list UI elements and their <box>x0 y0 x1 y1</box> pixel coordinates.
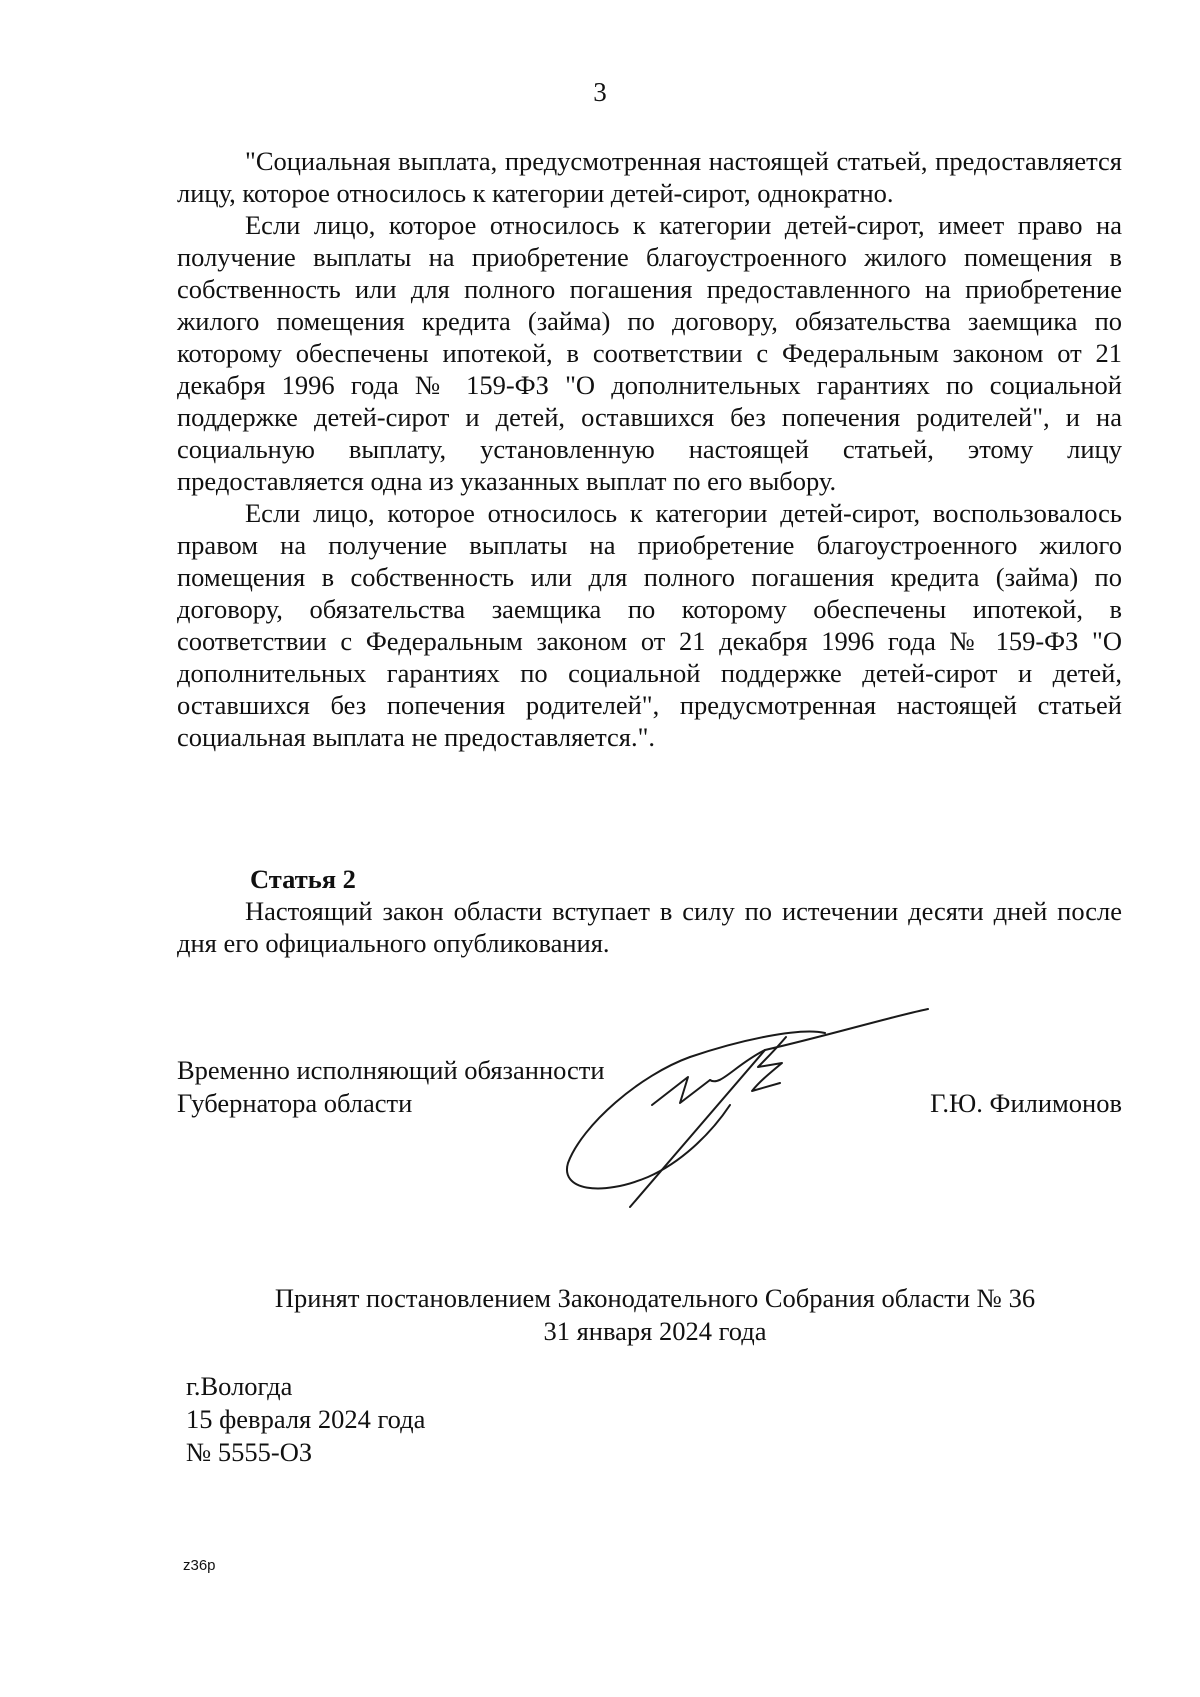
signing-date: 15 февраля 2024 года <box>186 1404 426 1434</box>
city: г.Вологда <box>186 1371 293 1401</box>
footer-code: z36p <box>183 1557 216 1574</box>
page-number: 3 <box>593 77 607 107</box>
signer-position-line-1: Временно исполняющий обязанности <box>177 1055 605 1085</box>
article-2-text <box>177 895 1122 959</box>
adoption-note <box>0 1282 1200 1348</box>
paragraph-entry-into-force: Настоящий закон области вступает в силу по истечении десяти дней после дня его официального опубликования. <box>177 896 1122 958</box>
signer-position <box>177 1054 605 1120</box>
paragraph-payment-not-provided: Если лицо, которое относилось к категории детей-сирот, воспользовалось правом на получение выплаты на приобретение благоустроенного жилого помещения в собственность или для полного погашения кредита (займа) по договору, обязательства заемщика по которому обеспечены ипотекой, в соответствии с Федеральным законом от 21 декабря 1996 года № 159-ФЗ "О дополнительных гарантиях по социальной поддержке детей-сирот и детей, оставшихся без попечения родителей", предусмотренная настоящей статьей социальная выплата не предоставляется.". <box>177 498 1122 752</box>
law-number: № 5555-ОЗ <box>186 1437 313 1467</box>
article-2-heading: Статья 2 <box>250 864 356 894</box>
adoption-resolution: Принят постановлением Законодательного Собрания области № 36 <box>274 1283 1036 1313</box>
signer-position-line-2: Губернатора области <box>177 1088 413 1118</box>
paragraph-payment-choice: Если лицо, которое относилось к категории детей-сирот, имеет право на получение выплаты на приобретение благоустроенного жилого помещения в собственность или для полного погашения предоставленного на приобретение жилого помещения кредита (займа) по договору, обязательства заемщика по которому обеспечены ипотекой, в соответствии с Федеральным законом от 21 декабря 1996 года № 159-ФЗ "О дополнительных гарантиях по социальной поддержке детей-сирот и детей, оставшихся без попечения родителей", и на социальную выплату, установленную настоящей статьей, этому лицу предоставляется одна из указанных выплат по его выбору. <box>177 210 1122 496</box>
adoption-date: 31 января 2024 года <box>543 1316 767 1346</box>
paragraph-social-payment: "Социальная выплата, предусмотренная настоящей статьей, предоставляется лицу, которое относилось к категории детей-сирот, однократно. <box>177 146 1122 208</box>
place-and-number <box>186 1370 425 1469</box>
signer-name: Г.Ю. Филимонов <box>930 1088 1122 1118</box>
article-1-text <box>177 145 1122 753</box>
handwritten-signature <box>560 1005 980 1215</box>
